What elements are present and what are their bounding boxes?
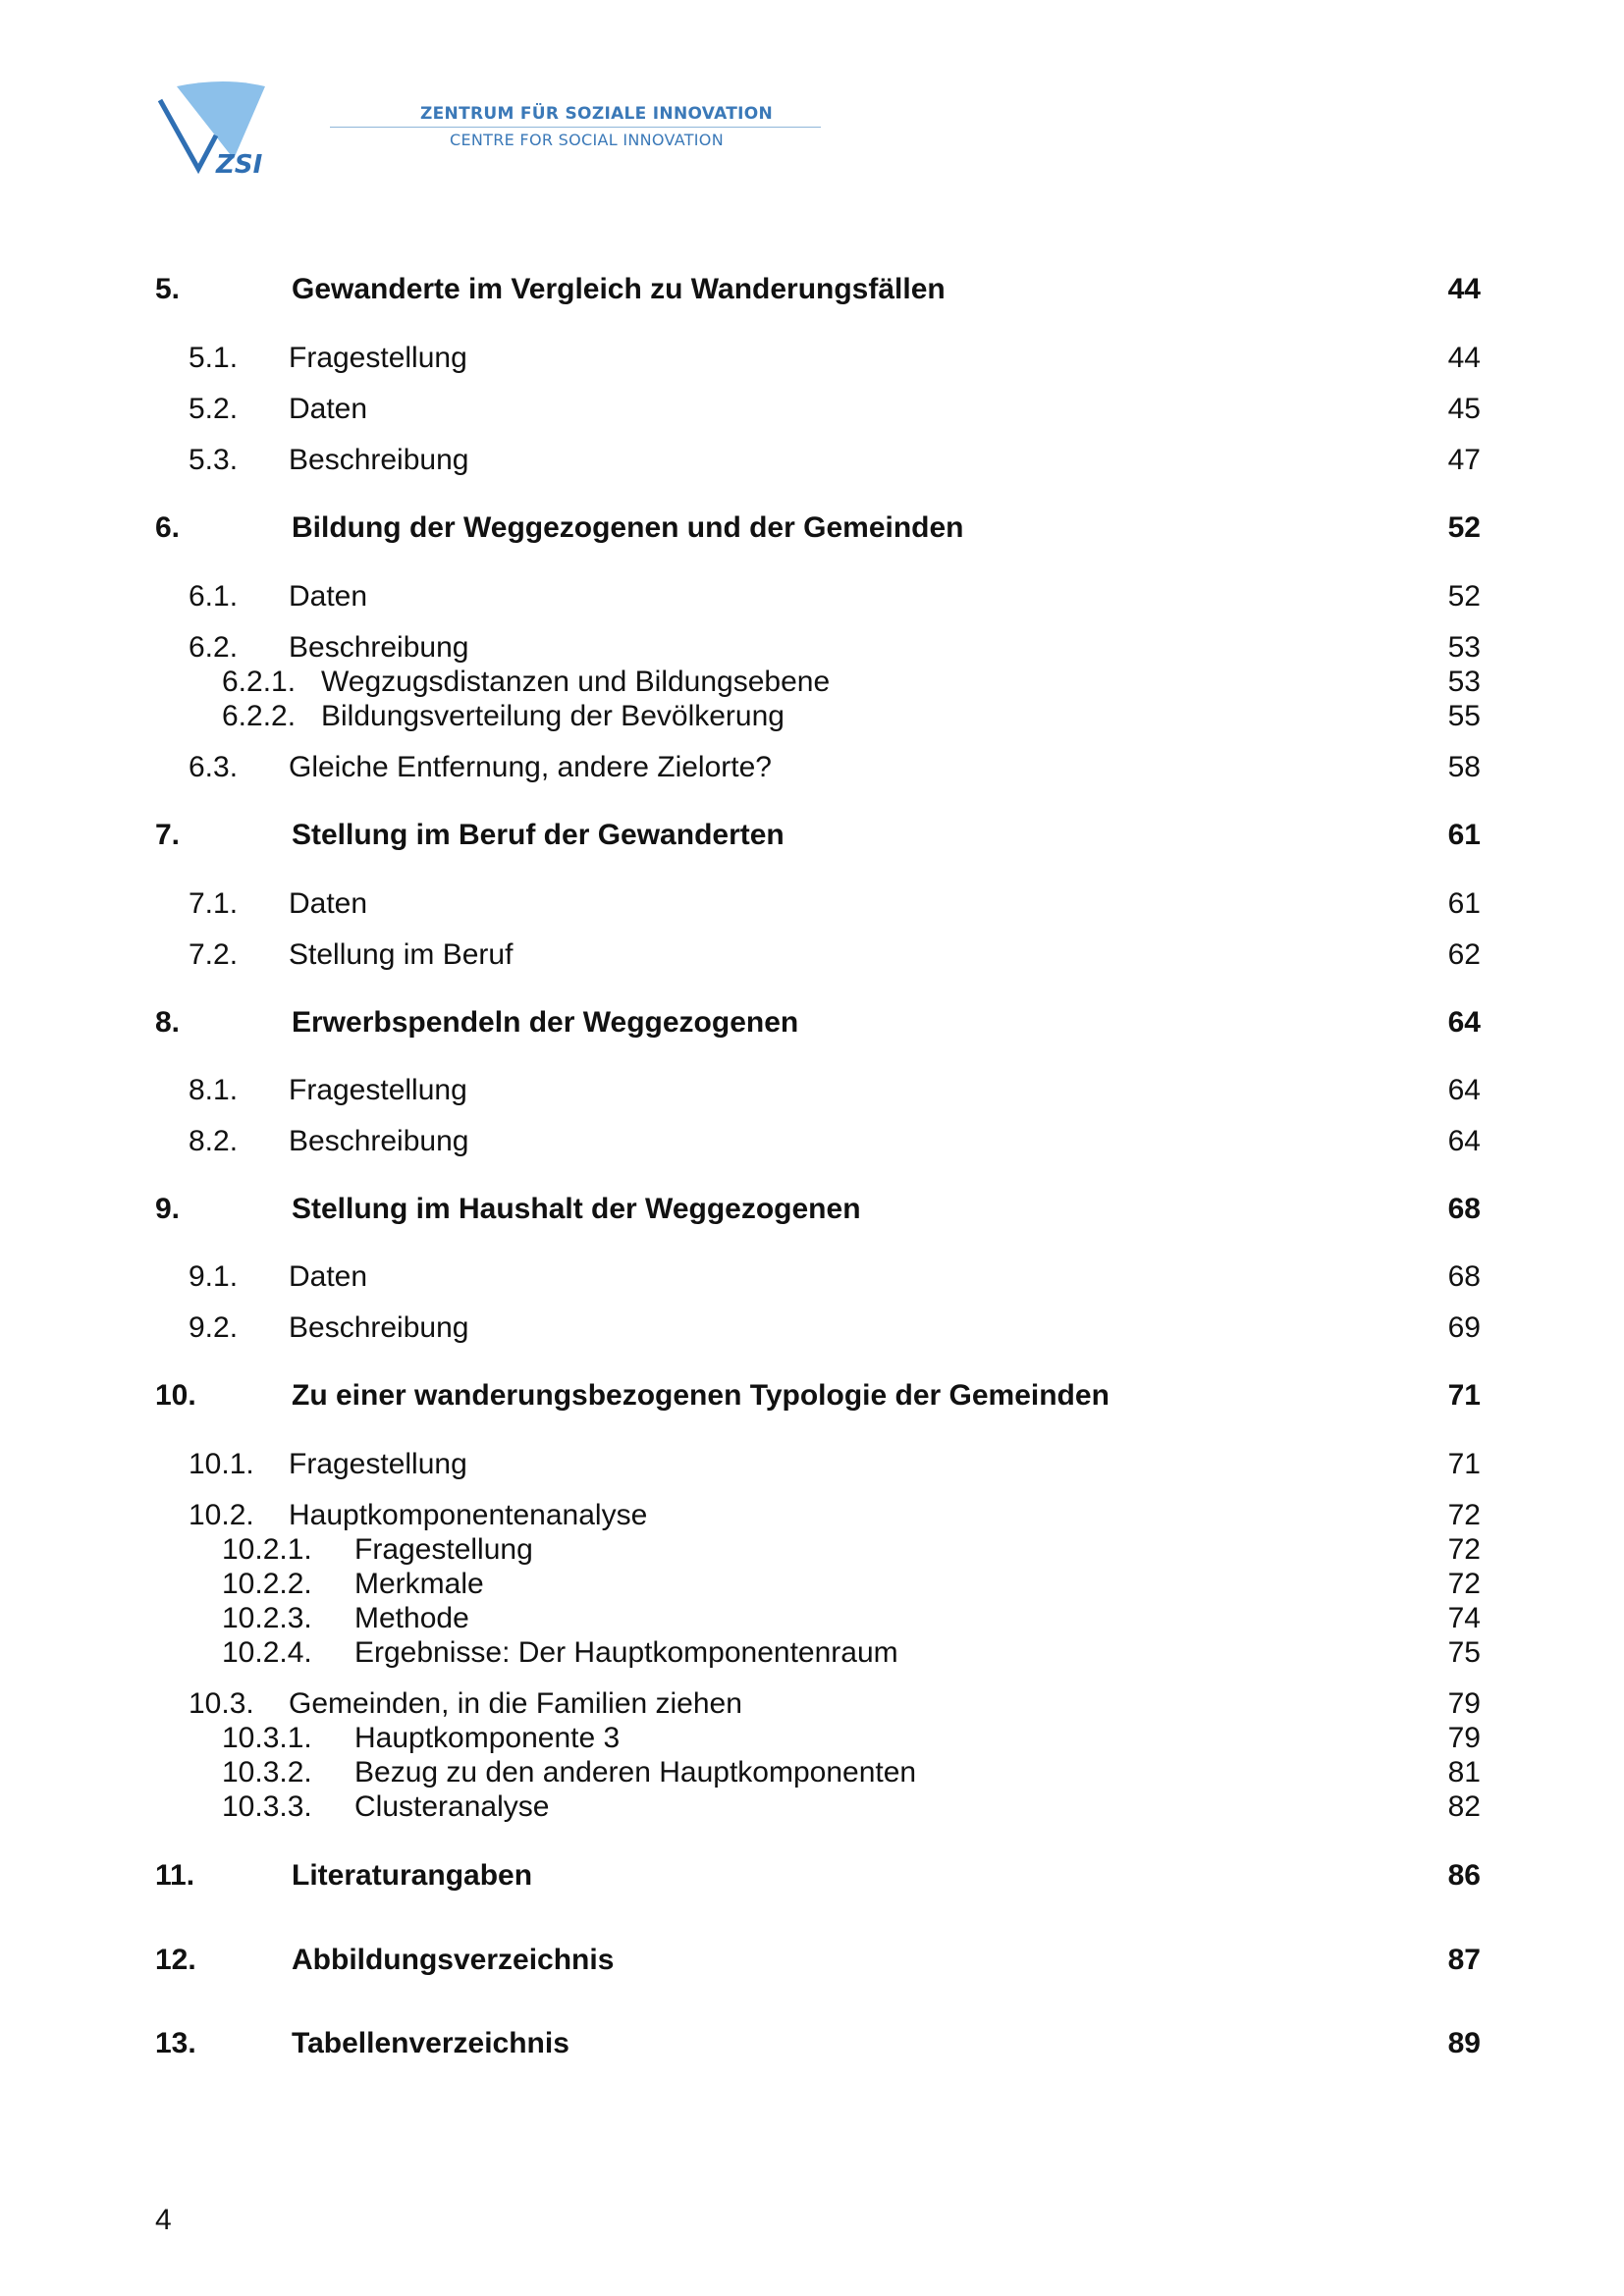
toc-entry [0, 1719, 1624, 1758]
toc-entry-title: Wegzugsdistanzen und Bildungsebene [321, 666, 831, 698]
toc-entry-page: 64 [1447, 1125, 1481, 1157]
toc-entry-page: 75 [1447, 1636, 1481, 1669]
toc-entry-number: 10.2.4. [222, 1636, 312, 1669]
toc-entry [0, 577, 1624, 616]
zsi-logo [155, 79, 273, 177]
toc-entry-page: 44 [1447, 342, 1481, 374]
toc-entry-page: 81 [1447, 1756, 1481, 1789]
toc-entry-title: Literaturangaben [292, 1859, 533, 1892]
toc-entry-page: 62 [1447, 938, 1481, 971]
toc-entry [0, 1496, 1624, 1535]
toc-entry-page: 44 [1447, 273, 1481, 305]
toc-entry [0, 390, 1624, 429]
toc-entry-title: Clusteranalyse [354, 1790, 550, 1823]
toc-entry-title: Beschreibung [289, 1125, 469, 1157]
toc-entry-number: 6. [155, 511, 181, 544]
org-name-english: CENTRE FOR SOCIAL INNOVATION [450, 131, 724, 149]
toc-entry [0, 1941, 1624, 1980]
toc-entry [0, 816, 1624, 855]
toc-entry-page: 68 [1447, 1193, 1481, 1225]
toc-entry [0, 1565, 1624, 1604]
toc-entry [0, 1530, 1624, 1570]
toc-entry-page: 82 [1447, 1790, 1481, 1823]
toc-entry-page: 52 [1447, 580, 1481, 613]
toc-entry-title: Hauptkomponente 3 [354, 1722, 621, 1754]
toc-entry-title: Abbildungsverzeichnis [292, 1944, 615, 1976]
toc-entry-title: Fragestellung [354, 1533, 533, 1566]
toc-entry-title: Tabellenverzeichnis [292, 2027, 569, 2059]
toc-entry [0, 884, 1624, 924]
toc-entry-number: 10. [155, 1379, 196, 1412]
toc-entry-page: 79 [1447, 1687, 1481, 1720]
page-number: 4 [155, 2204, 172, 2236]
toc-entry-page: 61 [1447, 819, 1481, 851]
toc-entry-number: 8. [155, 1006, 181, 1039]
toc-entry-title: Daten [289, 1260, 368, 1293]
toc-entry [0, 628, 1624, 667]
toc-entry-page: 74 [1447, 1602, 1481, 1634]
toc-entry-title: Stellung im Beruf [289, 938, 514, 971]
toc-entry-number: 7.2. [189, 938, 239, 971]
toc-entry [0, 1308, 1624, 1348]
toc-entry-number: 6.2.2. [222, 700, 297, 732]
toc-entry-number: 10.2.2. [222, 1568, 312, 1600]
toc-entry-number: 8.1. [189, 1074, 239, 1106]
toc-entry-page: 68 [1447, 1260, 1481, 1293]
toc-entry-number: 7. [155, 819, 181, 851]
toc-entry-number: 9.1. [189, 1260, 239, 1293]
toc-entry-number: 6.2. [189, 631, 239, 664]
document-header [155, 79, 842, 187]
toc-entry [0, 935, 1624, 975]
toc-entry-number: 12. [155, 1944, 196, 1976]
toc-entry-title: Erwerbspendeln der Weggezogenen [292, 1006, 799, 1039]
toc-entry-page: 58 [1447, 751, 1481, 783]
toc-entry-number: 10.3.3. [222, 1790, 312, 1823]
org-name-german: ZENTRUM FÜR SOZIALE INNOVATION [420, 104, 774, 124]
toc-entry-title: Methode [354, 1602, 469, 1634]
toc-entry-page: 55 [1447, 700, 1481, 732]
toc-entry-number: 10.3.1. [222, 1722, 312, 1754]
toc-entry-number: 10.1. [189, 1448, 254, 1480]
toc-entry-title: Gemeinden, in die Familien ziehen [289, 1687, 742, 1720]
toc-entry [0, 1599, 1624, 1638]
toc-entry-page: 79 [1447, 1722, 1481, 1754]
toc-entry-page: 64 [1447, 1074, 1481, 1106]
toc-entry [0, 270, 1624, 309]
toc-entry [0, 697, 1624, 736]
toc-entry-page: 45 [1447, 393, 1481, 425]
toc-entry [0, 1753, 1624, 1792]
toc-entry-title: Daten [289, 580, 368, 613]
toc-entry-page: 87 [1447, 1944, 1481, 1976]
toc-entry-title: Fragestellung [289, 1074, 467, 1106]
toc-entry-page: 53 [1447, 631, 1481, 664]
toc-entry-number: 10.2. [189, 1499, 254, 1531]
toc-entry-number: 6.3. [189, 751, 239, 783]
toc-entry [0, 1071, 1624, 1110]
toc-entry-title: Beschreibung [289, 1311, 469, 1344]
toc-entry-page: 89 [1447, 2027, 1481, 2059]
toc-entry-number: 5.2. [189, 393, 239, 425]
toc-entry-title: Fragestellung [289, 1448, 467, 1480]
toc-entry-number: 9. [155, 1193, 181, 1225]
toc-entry-title: Merkmale [354, 1568, 484, 1600]
toc-entry-number: 7.1. [189, 887, 239, 920]
header-divider [330, 127, 821, 128]
toc-entry [0, 1122, 1624, 1161]
toc-entry-number: 10.3.2. [222, 1756, 312, 1789]
toc-entry-title: Ergebnisse: Der Hauptkomponentenraum [354, 1636, 898, 1669]
toc-entry-page: 69 [1447, 1311, 1481, 1344]
toc-entry-number: 5. [155, 273, 181, 305]
toc-entry-page: 72 [1447, 1568, 1481, 1600]
toc-entry-page: 52 [1447, 511, 1481, 544]
toc-entry-title: Stellung im Haushalt der Weggezogenen [292, 1193, 861, 1225]
toc-entry-title: Gewanderte im Vergleich zu Wanderungsfällen [292, 273, 946, 305]
toc-entry-title: Beschreibung [289, 631, 469, 664]
toc-entry-page: 72 [1447, 1499, 1481, 1531]
toc-entry-number: 6.1. [189, 580, 239, 613]
toc-entry-title: Beschreibung [289, 444, 469, 476]
toc-entry-number: 10.2.1. [222, 1533, 312, 1566]
toc-entry-number: 13. [155, 2027, 196, 2059]
toc-entry [0, 748, 1624, 787]
toc-entry [0, 508, 1624, 548]
toc-entry-page: 47 [1447, 444, 1481, 476]
toc-entry-page: 71 [1447, 1448, 1481, 1480]
toc-entry-page: 71 [1447, 1379, 1481, 1412]
toc-entry [0, 1376, 1624, 1415]
toc-entry-number: 10.2.3. [222, 1602, 312, 1634]
toc-entry [0, 1190, 1624, 1229]
toc-entry-title: Stellung im Beruf der Gewanderten [292, 819, 785, 851]
toc-entry [0, 1003, 1624, 1042]
toc-entry-page: 61 [1447, 887, 1481, 920]
toc-entry [0, 1633, 1624, 1673]
toc-entry-number: 11. [155, 1859, 195, 1892]
toc-entry-number: 9.2. [189, 1311, 239, 1344]
toc-entry-title: Daten [289, 887, 368, 920]
toc-entry [0, 2024, 1624, 2063]
toc-entry-page: 64 [1447, 1006, 1481, 1039]
toc-entry-page: 72 [1447, 1533, 1481, 1566]
toc-entry [0, 1445, 1624, 1484]
toc-entry [0, 1257, 1624, 1297]
toc-entry-page: 86 [1447, 1859, 1481, 1892]
toc-entry-number: 5.3. [189, 444, 239, 476]
toc-entry-page: 53 [1447, 666, 1481, 698]
toc-entry-title: Bildung der Weggezogenen und der Gemeinden [292, 511, 964, 544]
toc-entry-number: 6.2.1. [222, 666, 297, 698]
toc-entry-number: 8.2. [189, 1125, 239, 1157]
toc-entry [0, 1788, 1624, 1827]
toc-entry [0, 1856, 1624, 1896]
toc-entry-title: Zu einer wanderungsbezogenen Typologie der Gemeinden [292, 1379, 1110, 1412]
toc-entry-title: Bildungsverteilung der Bevölkerung [321, 700, 785, 732]
toc-entry [0, 1684, 1624, 1724]
toc-entry-title: Bezug zu den anderen Hauptkomponenten [354, 1756, 917, 1789]
logo-text: ZSI [216, 150, 263, 177]
toc-entry-number: 10.3. [189, 1687, 254, 1720]
toc-entry-title: Gleiche Entfernung, andere Zielorte? [289, 751, 772, 783]
toc-entry-title: Hauptkomponentenanalyse [289, 1499, 648, 1531]
toc-entry-title: Daten [289, 393, 368, 425]
toc-entry [0, 339, 1624, 378]
toc-entry-title: Fragestellung [289, 342, 467, 374]
toc-entry [0, 441, 1624, 480]
toc-entry [0, 663, 1624, 702]
toc-entry-number: 5.1. [189, 342, 239, 374]
